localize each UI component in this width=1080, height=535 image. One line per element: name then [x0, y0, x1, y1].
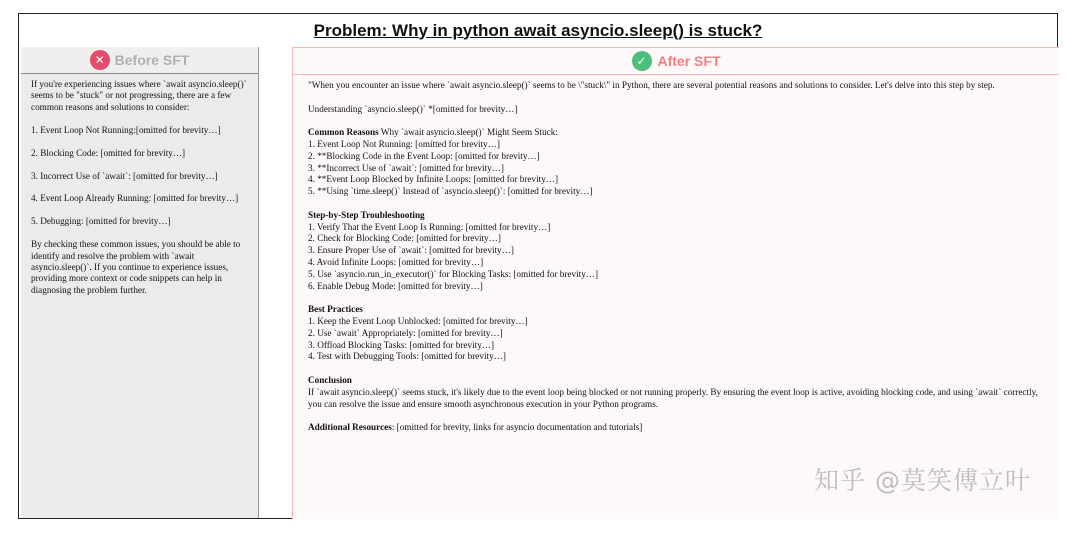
check-mark-icon: ✓ — [632, 51, 652, 71]
list-item: 6. Enable Debug Mode: [omitted for brevity…] — [308, 280, 483, 291]
list-item: 2. Use `await` Appropriately: [omitted for brevity…] — [308, 327, 503, 338]
left-paragraph: 4. Event Loop Already Running: [omitted for brevity…] — [31, 193, 239, 204]
before-sft-header — [21, 47, 258, 74]
list-item: 2. **Blocking Code in the Event Loop: [omitted for brevity…] — [308, 150, 540, 161]
best-practices-section — [308, 304, 1045, 363]
left-paragraph: 1. Event Loop Not Running:[omitted for brevity…] — [31, 124, 221, 135]
before-sft-body — [21, 74, 258, 296]
conclusion-section — [308, 375, 1045, 410]
resources-section — [308, 422, 1045, 434]
common-reasons-heading — [308, 127, 1045, 139]
list-item: 3. Offload Blocking Tasks: [omitted for brevity…] — [308, 339, 495, 350]
common-reasons-heading-rest: Why `await asyncio.sleep()` Might Seem Stuck: — [378, 127, 558, 138]
list-item: 1. Keep the Event Loop Unblocked: [omitted for brevity…] — [308, 315, 528, 326]
troubleshooting-heading: Step-by-Step Troubleshooting — [308, 209, 425, 220]
resources-text: : [omitted for brevity, links for asyncio documentation and tutorials] — [391, 422, 643, 433]
left-paragraph: 2. Blocking Code: [omitted for brevity…] — [31, 147, 186, 158]
understanding-text: Understanding `asyncio.sleep()` *[omitted for brevity…] — [308, 103, 518, 114]
list-item: 1. Event Loop Not Running: [omitted for brevity…] — [308, 138, 500, 149]
list-item: 3. **Incorrect Use of `await`: [omitted for brevity…] — [308, 162, 504, 173]
list-item: 5. Use `asyncio.run_in_executor()` for Blocking Tasks: [omitted for brevity…] — [308, 268, 599, 279]
conclusion-text: If `await asyncio.sleep()` seems stuck, it's likely due to the event loop being blocked or not running properly. By ensuring the event loop is active, avoiding blocking code, and using `await` correctly, you can resolve the issue and ensure smooth asynchronous execution in your Python programs. — [308, 386, 1038, 409]
comparison-figure — [18, 13, 1058, 519]
title-bar — [19, 14, 1057, 47]
after-sft-body — [293, 75, 1059, 434]
list-item: 4. **Event Loop Blocked by Infinite Loops: [omitted for brevity…] — [308, 174, 559, 185]
close-x-icon: ✕ — [90, 50, 110, 70]
common-reasons-section — [308, 127, 1045, 198]
list-item: 2. Check for Blocking Code: [omitted for brevity…] — [308, 233, 501, 244]
conclusion-heading: Conclusion — [308, 374, 352, 385]
list-item: 4. Avoid Infinite Loops: [omitted for brevity…] — [308, 256, 484, 267]
list-item: 1. Verify That the Event Loop Is Running: [omitted for brevity…] — [308, 221, 551, 232]
after-sft-title: After SFT — [657, 53, 721, 69]
best-practices-heading: Best Practices — [308, 304, 363, 315]
left-paragraph: By checking these common issues, you should be able to identify and resolve the problem with `await asyncio.sleep()`. If you continue to experience issues, providing more context or code snippets can help in diagnosing the problem further. — [31, 239, 241, 295]
list-item: 5. **Using `time.sleep()` Instead of `asyncio.sleep()`: [omitted for brevity…] — [308, 186, 593, 197]
intro-text: "When you encounter an issue where `await asyncio.sleep()` seems to be \"stuck\" in Python, there are several potential reasons and solutions to consider. Let's delve into this step by step. — [308, 80, 995, 90]
troubleshooting-section — [308, 210, 1045, 293]
after-sft-panel — [292, 47, 1059, 519]
left-paragraph: 3. Incorrect Use of `await`: [omitted for brevity…] — [31, 170, 218, 181]
before-sft-panel — [21, 47, 259, 518]
after-sft-header — [293, 48, 1059, 75]
list-item: 3. Ensure Proper Use of `await`: [omitted for brevity…] — [308, 245, 514, 256]
list-item: 4. Test with Debugging Tools: [omitted for brevity…] — [308, 351, 506, 362]
figure-title: Problem: Why in python await asyncio.sleep() is stuck? — [313, 20, 763, 40]
left-paragraph: 5. Debugging: [omitted for brevity…] — [31, 216, 171, 227]
before-sft-title: Before SFT — [114, 52, 190, 68]
common-reasons-heading-bold: Common Reasons — [308, 127, 379, 138]
resources-heading: Additional Resources — [308, 422, 392, 433]
watermark: 知乎 @莫笑傅立叶 — [814, 466, 1031, 495]
left-paragraph: If you're experiencing issues where `await asyncio.sleep()` seems to be "stuck" or not progressing, there are a few common reasons and solutions to consider: — [31, 79, 247, 112]
